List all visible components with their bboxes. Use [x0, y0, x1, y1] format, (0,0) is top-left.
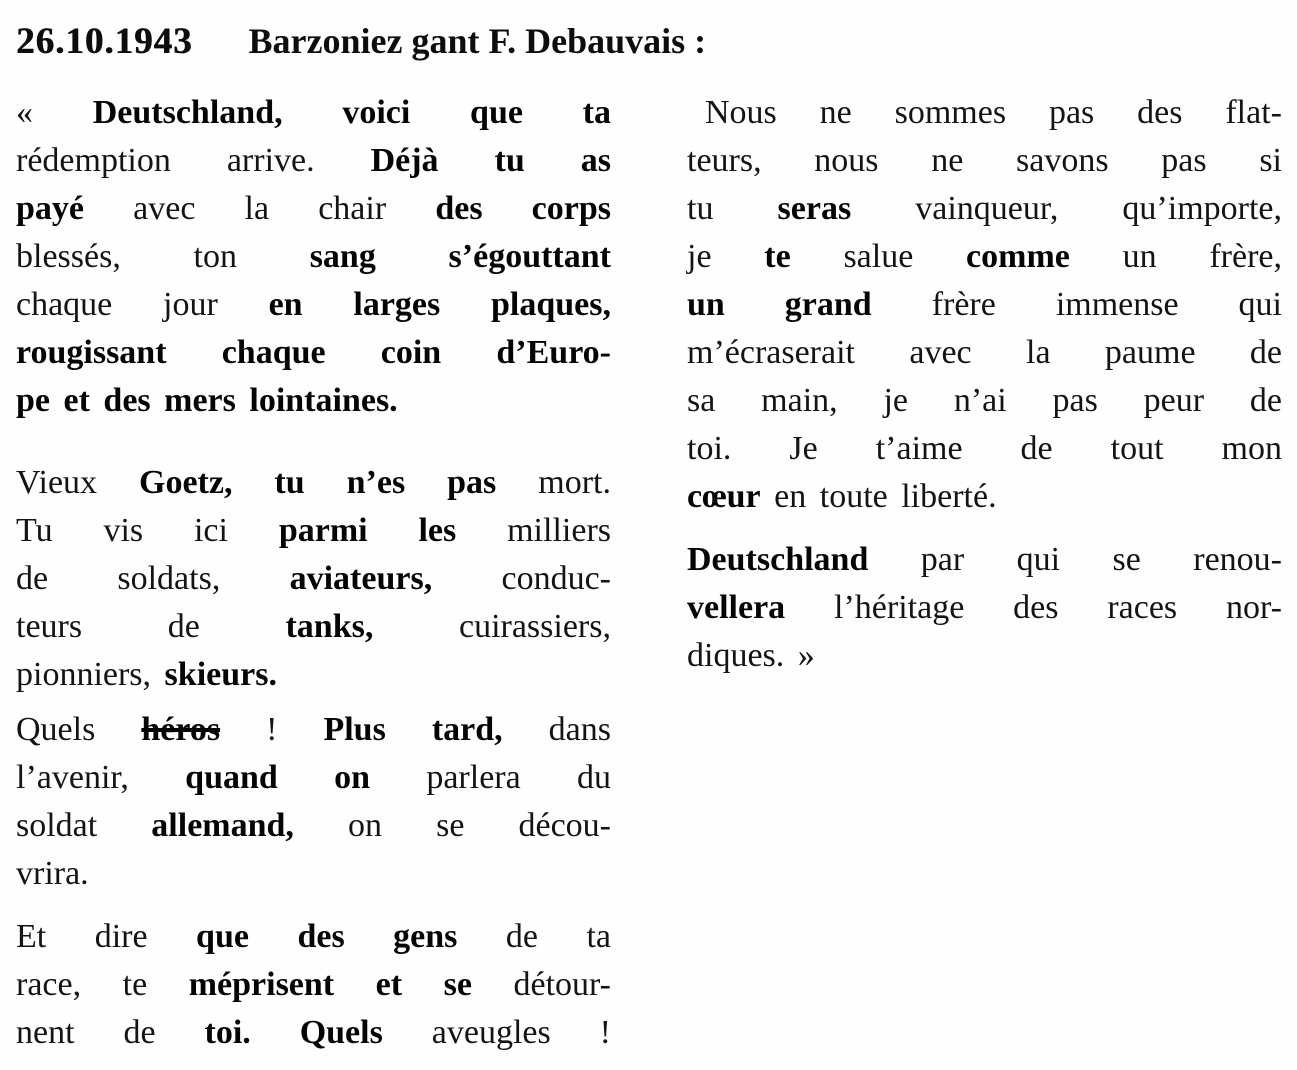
bold-text-segment: cœur [687, 478, 761, 515]
text-line [687, 137, 1282, 185]
text-segment: nent de [16, 1014, 205, 1051]
text-line [16, 913, 611, 961]
text-segment: pionniers, [16, 656, 165, 693]
bold-text-segment: seras [777, 190, 852, 227]
text-segment: milliers [456, 512, 611, 549]
text-line [16, 651, 611, 699]
text-segment: dans [502, 711, 612, 748]
text-segment: aveugles ! [382, 1014, 611, 1051]
text-segment: « [16, 94, 93, 131]
text-segment: salue [790, 238, 967, 275]
text-segment: blessés, ton [16, 238, 310, 275]
bold-text-segment: skieurs. [164, 656, 277, 693]
text-line [16, 281, 611, 329]
paragraph [687, 89, 1282, 521]
bold-text-segment: méprisent et se [188, 966, 472, 1003]
bold-text-segment: en larges plaques, [268, 286, 611, 323]
bold-text-segment: Déjà tu as [370, 142, 611, 179]
text-segment: Et dire [16, 918, 197, 955]
text-line [16, 850, 611, 898]
text-line [687, 281, 1282, 329]
bold-text-segment: que des gens [196, 918, 458, 955]
text-line [16, 89, 611, 137]
text-segment: de soldats, [16, 560, 290, 597]
text-segment: par qui se renou- [868, 541, 1282, 578]
bold-text-segment: héros [141, 711, 221, 748]
text-segment: de ta [457, 918, 611, 955]
text-segment: je [687, 238, 765, 275]
text-segment: Nous ne sommes pas des flat- [705, 94, 1282, 131]
text-segment: détour- [471, 966, 611, 1003]
text-segment: frère immense qui [871, 286, 1282, 323]
entry-title: Barzoniez gant F. Debauvais : [248, 21, 707, 61]
text-line [687, 377, 1282, 425]
text-line [687, 233, 1282, 281]
paragraph [16, 459, 611, 699]
text-line [16, 459, 611, 507]
text-line [16, 377, 611, 425]
bold-text-segment: parmi les [278, 512, 457, 549]
text-segment: Vieux [16, 464, 140, 501]
text-segment: conduc- [432, 560, 611, 597]
bold-text-segment: aviateurs, [289, 560, 433, 597]
entry-date: 26.10.1943 [16, 21, 193, 62]
text-line [16, 1009, 611, 1057]
paragraph [16, 913, 611, 1057]
text-segment: m’écraserait avec la paume de [687, 334, 1282, 371]
bold-text-segment: Deutschland, voici que ta [92, 94, 612, 131]
paragraph [16, 706, 611, 898]
left-column [16, 89, 611, 1057]
text-line [16, 754, 611, 802]
text-segment: Tu vis ici [16, 512, 279, 549]
text-line [687, 329, 1282, 377]
text-segment: un frère, [1069, 238, 1282, 275]
text-columns [16, 89, 1282, 1057]
text-segment: teurs, nous ne savons pas si [687, 142, 1282, 179]
text-line [687, 536, 1282, 584]
text-line [16, 185, 611, 233]
text-segment: race, te [16, 966, 189, 1003]
bold-text-segment: des corps [435, 190, 612, 227]
bold-text-segment: payé [16, 190, 84, 227]
text-line [16, 802, 611, 850]
text-line [16, 329, 611, 377]
bold-text-segment: comme [966, 238, 1070, 275]
text-segment: rédemption arrive. [16, 142, 371, 179]
bold-text-segment: Deutschland [687, 541, 869, 578]
text-segment: l’héritage des races nor- [785, 589, 1282, 626]
bold-text-segment: toi. Quels [204, 1014, 383, 1051]
bold-text-segment: tanks, [285, 608, 374, 645]
text-segment: Quels [16, 711, 142, 748]
paragraph [687, 536, 1282, 680]
text-line [687, 632, 1282, 680]
text-line [16, 603, 611, 651]
bold-text-segment: pe et des mers lointaines. [16, 382, 398, 419]
text-line [687, 584, 1282, 632]
text-line [16, 233, 611, 281]
text-line [16, 706, 611, 754]
text-segment: teurs de [16, 608, 286, 645]
text-segment: mort. [496, 464, 611, 501]
text-line [16, 961, 611, 1009]
text-segment: diques. » [687, 637, 815, 674]
bold-text-segment: allemand, [151, 807, 294, 844]
text-segment: vrira. [16, 855, 89, 892]
text-line [687, 425, 1282, 473]
text-segment: vainqueur, qu’importe, [851, 190, 1282, 227]
text-line [16, 507, 611, 555]
bold-text-segment: vellera [687, 589, 786, 626]
text-line [16, 137, 611, 185]
bold-text-segment: quand on [185, 759, 371, 796]
bold-text-segment: sang s’égouttant [309, 238, 611, 275]
text-segment: avec la chair [84, 190, 436, 227]
bold-text-segment: Goetz, tu n’es pas [139, 464, 497, 501]
text-segment: on se décou- [293, 807, 611, 844]
bold-text-segment: rougissant chaque coin d’Euro- [16, 334, 611, 371]
text-line [16, 555, 611, 603]
entry-header [16, 20, 1282, 63]
text-segment: sa main, je n’ai pas peur de [687, 382, 1282, 419]
bold-text-segment: te [764, 238, 791, 275]
text-segment: chaque jour [16, 286, 269, 323]
paragraph [16, 89, 611, 425]
text-segment: tu [687, 190, 778, 227]
text-segment: en toute liberté. [760, 478, 997, 515]
bold-text-segment: Plus tard, [323, 711, 503, 748]
text-line [687, 89, 1282, 137]
text-segment: soldat [16, 807, 152, 844]
bold-text-segment: un grand [687, 286, 872, 323]
text-segment: parlera du [370, 759, 612, 796]
text-line [687, 473, 1282, 521]
text-segment: cuirassiers, [373, 608, 611, 645]
text-segment: toi. Je t’aime de tout mon [687, 430, 1282, 467]
text-segment: l’avenir, [16, 759, 186, 796]
text-segment: ! [220, 711, 324, 748]
right-column [687, 89, 1282, 1057]
text-line [687, 185, 1282, 233]
